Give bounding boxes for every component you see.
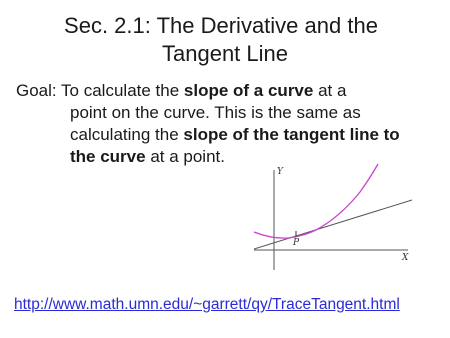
curve	[254, 164, 378, 238]
goal-text-calculating: calculating the	[70, 125, 184, 144]
goal-text-at-a-point: at a point.	[145, 147, 225, 166]
goal-lead: Goal: To calculate the	[16, 81, 184, 100]
title-line-2: Tangent Line	[162, 41, 288, 66]
x-axis-label: X	[402, 253, 409, 263]
tangent-line	[254, 200, 412, 249]
slide-title	[0, 12, 450, 68]
goal-text-at-a: at a	[313, 81, 347, 100]
goal-line-1	[16, 80, 441, 102]
trace-tangent-link[interactable]: http://www.math.umn.edu/~garrett/qy/TraceTangent.html	[14, 296, 400, 313]
goal-paragraph	[16, 80, 441, 168]
y-axis-label: Y	[277, 167, 283, 177]
tangent-line-figure	[250, 162, 420, 274]
goal-line-2: point on the curve. This is the same as	[70, 103, 361, 122]
goal-bold-the-curve: the curve	[70, 147, 146, 166]
title-line-1: Sec. 2.1: The Derivative and the	[64, 13, 378, 38]
goal-line-3	[16, 124, 441, 146]
goal-bold-slope-of-curve: slope of a curve	[183, 81, 314, 100]
point-p-label: P	[293, 238, 300, 248]
goal-bold-slope-tangent: slope of the tangent line to	[183, 125, 400, 144]
